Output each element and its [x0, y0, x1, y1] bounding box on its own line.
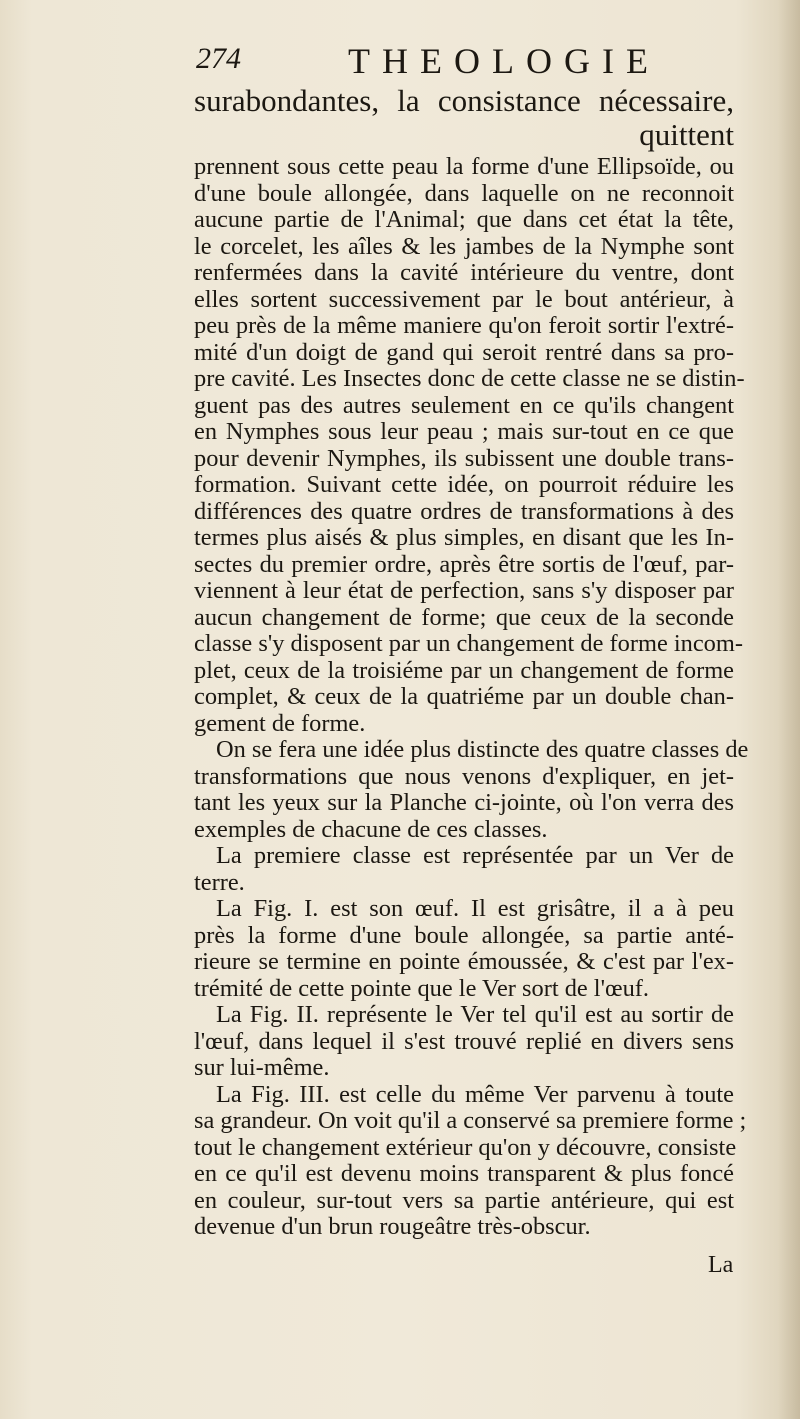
text-line: quittent	[639, 117, 734, 152]
text-line: La Fig. II. représente le Ver tel qu'il est au sortir de	[216, 1001, 734, 1028]
text-line: classe s'y disposent par un changement de forme incom-	[194, 630, 743, 657]
text-line: en Nymphes sous leur peau ; mais sur-tout en ce que	[194, 418, 734, 445]
text-line: d'une boule allongée, dans laquelle on ne reconnoit	[194, 179, 734, 207]
text-line: elles sortent successivement par le bout antérieur, à	[194, 285, 734, 313]
text-line: formation. Suivant cette idée, on pourroit réduire les	[194, 471, 734, 498]
text-line: tout le changement extérieur qu'on y découvre, consiste	[194, 1133, 737, 1161]
text-line: pre cavité. Les Insectes donc de cette classe ne se distin-	[194, 365, 745, 392]
text-line: près la forme d'une boule allongée, sa partie anté-	[194, 921, 734, 949]
text-line: prennent sous cette peau la forme d'une Ellipsoïde, ou	[194, 153, 734, 180]
running-head: THEOLOGIE	[348, 41, 660, 81]
text-line: peu près de la même maniere qu'on feroit sortir l'extré-	[194, 312, 734, 339]
text-line: complet, & ceux de la quatriéme par un double chan-	[194, 683, 734, 710]
text-line: aucune partie de l'Animal; que dans cet état la tête,	[194, 206, 734, 233]
text-line: gement de forme.	[194, 709, 366, 737]
text-line: pour devenir Nymphes, ils subissent une double trans-	[194, 444, 734, 472]
text-line: guent pas des autres seulement en ce qu'ils changent	[194, 391, 734, 419]
text-line: devenue d'un brun rougeâtre très-obscur.	[194, 1213, 591, 1240]
text-line: rieure se termine en pointe émoussée, & c'est par l'ex-	[194, 948, 734, 975]
text-line: sa grandeur. On voit qu'il a conservé sa premiere forme ;	[194, 1107, 747, 1134]
text-line: le corcelet, les aîles & les jambes de la Nymphe sont	[194, 232, 734, 260]
text-line: La Fig. I. est son œuf. Il est grisâtre, il a à peu	[216, 895, 734, 922]
page-number: 274	[196, 42, 241, 75]
text-line: en couleur, sur-tout vers sa partie antérieure, qui est	[194, 1186, 734, 1214]
page-header	[196, 40, 736, 84]
text-line: La Fig. III. est celle du même Ver parvenu à toute	[216, 1080, 734, 1108]
body-text	[194, 83, 749, 1241]
text-line: termes plus aisés & plus simples, en disant que les In-	[194, 524, 734, 551]
text-line: en ce qu'il est devenu moins transparent & plus foncé	[194, 1160, 734, 1187]
page-edge-shadow	[778, 0, 800, 1419]
text-line: terre.	[194, 868, 245, 896]
text-line: sectes du premier ordre, après être sortis de l'œuf, par-	[194, 550, 734, 578]
text-line: sur lui-même.	[194, 1054, 330, 1081]
text-line: transformations que nous venons d'expliquer, en jet-	[194, 762, 734, 790]
text-line: viennent à leur état de perfection, sans s'y disposer par	[194, 577, 734, 604]
text-line: renfermées dans la cavité intérieure du ventre, dont	[194, 259, 734, 286]
catchword: La	[708, 1252, 734, 1278]
text-line: plet, ceux de la troisiéme par un changement de forme	[194, 656, 734, 684]
text-line: aucun changement de forme; que ceux de la seconde	[194, 603, 734, 631]
text-line: La premiere classe est représentée par un Ver de	[216, 842, 734, 869]
text-line: mité d'un doigt de gand qui seroit rentré dans sa pro-	[194, 338, 734, 366]
text-line: tant les yeux sur la Planche ci-jointe, où l'on verra des	[194, 789, 734, 816]
text-line: surabondantes, la consistance nécessaire,	[194, 83, 734, 118]
text-line: l'œuf, dans lequel il s'est trouvé replié en divers sens	[194, 1027, 734, 1055]
text-line: trémité de cette pointe que le Ver sort de l'œuf.	[194, 974, 650, 1002]
text-line: différences des quatre ordres de transformations à des	[194, 497, 734, 525]
text-line: On se fera une idée plus distincte des quatre classes de	[216, 736, 749, 763]
text-line: exemples de chacune de ces classes.	[194, 815, 548, 843]
